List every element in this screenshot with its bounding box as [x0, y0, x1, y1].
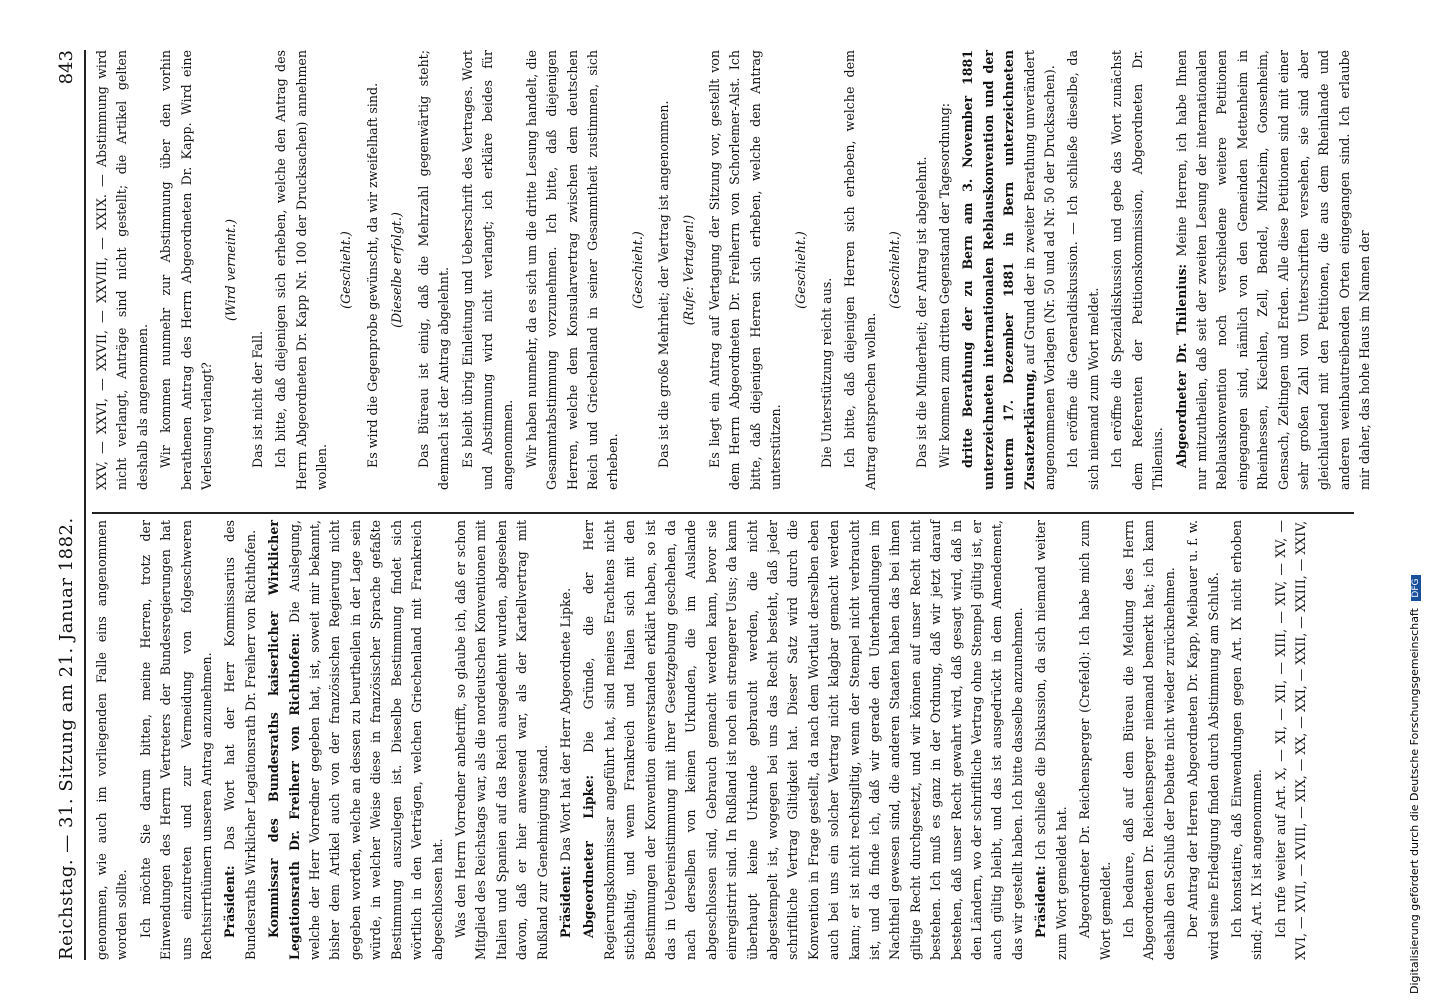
- paragraph: [264, 520, 448, 960]
- paragraph: [1107, 50, 1168, 490]
- paragraph-text: Es bleibt übrig Einleitung und Ueberschrift des Vertrages. Wort und Abstimmung wird nicht verlangt; ich erkläre beides für angenommen.: [459, 50, 516, 490]
- paragraph-text: (Geschieht.): [338, 231, 354, 309]
- paragraph-text: Ich bitte, daß diejenigen Herren sich erheben, welche dem Antrag entsprechen wollen.: [842, 50, 878, 490]
- paragraph-text: XXV, — XXVI, — XXVII, — XXVIII, — XXIX. — Abstimmung wird nicht verlangt, Anträge sind nicht gestellt; die Artikel gelten deshalb als angenommen.: [94, 50, 150, 490]
- paragraph: [451, 520, 553, 960]
- paragraph-text: Der Antrag der Herren Abgeordneten Dr. Kapp, Meibauer u. f. w. wird seine Erledigung finden durch Abstimmung am Schluß.: [1185, 520, 1221, 960]
- paragraph-text: (Geschieht.): [792, 231, 808, 309]
- paragraph-text: Das Wort hat der Herr Kommissarius des Bundesraths Wirklicher Legationsrath Dr. Freiherr von Richthofen.: [222, 520, 258, 960]
- paragraph: [92, 520, 133, 960]
- paragraph-text: (Wird verneint.): [223, 218, 239, 322]
- page-number: 843: [56, 50, 77, 85]
- paragraph: [1271, 520, 1312, 960]
- column-divider: [92, 512, 1354, 514]
- page-header: [44, 50, 86, 960]
- speaker-name: Abgeordneter Dr. Thilenius:: [1173, 263, 1189, 468]
- paragraph: [791, 50, 811, 490]
- paragraph: [522, 50, 624, 490]
- digitization-note: [1408, 6, 1428, 994]
- paragraph-text: Es wird die Gegenprobe gewünscht, da wir zweifelhaft sind.: [364, 82, 380, 468]
- paragraph: [387, 50, 407, 490]
- paragraph: [817, 50, 837, 490]
- paragraph-text: Abgeordneter Dr. Reichensperger (Crefeld): Ich habe mich zum Wort gemeldet.: [1077, 520, 1113, 960]
- paragraph-text: (Rufe: Vertagen!): [680, 214, 696, 326]
- paragraph-text: Ich möchte Sie darum bitten, meine Herren, trotz der Einwendungen des Herrn Vertreters der Bundesregierungen hat uns einzutreten und zur Vermeidung von folgeschweren Rechtsirrthümern unseren Antrag anzunehmen.: [137, 520, 215, 960]
- paragraph: [363, 50, 383, 490]
- paragraph: [271, 50, 332, 490]
- paragraph: [136, 520, 218, 960]
- speaker-name: Präsident:: [1033, 865, 1049, 938]
- paragraph-text: Was den Herrn Vorredner anbetrifft, so glaube ich, daß er schon Mitglied des Reichstags war, als die nordeutschen Konventionen mit Italien und Spanien auf das Reich ausgedehnt wurden, abgesehen davon, daß er hier anwesend war, als der Kartellvertrag mit Rußland zur Genehmigung stand.: [452, 520, 550, 960]
- agenda-item: dritte Berathung der zu Bern am 3. November 1881 unterzeichneten internationalen Reblauskonvention und der unterm 17. Dezember 1881 in Bern unterzeichneten Zusatzerklärung,: [960, 50, 1037, 490]
- paragraph-text: Das ist die Minderheit; der Antrag ist abgelehnt.: [913, 156, 929, 468]
- paragraph: [654, 50, 674, 490]
- right-column: [92, 50, 1373, 490]
- paragraph-text: Ich schließe die Diskussion, da sich niemand weiter zum Wort gemeldet hat.: [1033, 520, 1069, 960]
- paragraph-text: Ich rufe weiter auf Art. X, — XI, — XII, — XIII, — XIV, — XV, — XVI, — XVII, — XVIII, — XIX, — XX, — XXI, — XXII, — XXIII, — XXIV,: [1272, 520, 1309, 960]
- paragraph: [679, 50, 699, 490]
- speaker-name: Abgeordneter Lipke:: [581, 774, 597, 938]
- paragraph-text: (Dieselbe erfolgt.): [389, 212, 405, 328]
- paragraph-text: Ich konstatire, daß Einwendungen gegen Art. IX nicht erhoben sind; Art. IX ist angenommen.: [1228, 520, 1265, 960]
- speaker-name: Präsident:: [557, 865, 573, 938]
- paragraph: [579, 520, 1028, 960]
- paragraph-text: (Geschieht.): [629, 231, 645, 309]
- paragraph: [935, 50, 955, 490]
- paragraph-text: Das Wort hat der Herr Abgeordnete Lipke.: [557, 587, 573, 862]
- paragraph-text: Wir haben nunmehr, da es sich um die dritte Lesung handelt, die Gesammtabstimmung vorzunehmen. Ich bitte, daß diejenigen Herren, welche dem Konsularvertrag zwischen dem deutschen Reich und Griechenland in seiner Gesammtheit zustimmen, sich erheben.: [523, 50, 621, 490]
- dfg-logo: DFG: [1411, 575, 1421, 600]
- funding-note: Digitalisierung gefördert durch die Deutsche Forschungsgemeinschaft: [1408, 608, 1421, 994]
- paragraph-text: Ich eröffne die Generaldiskussion. — Ich schließe dieselbe, da sich niemand zum Wort meldet.: [1065, 50, 1101, 490]
- paragraph-text: Die Unterstützung reicht aus.: [819, 277, 834, 468]
- paragraph-text: Wir kommen zum dritten Gegenstand der Tagesordnung:: [937, 102, 953, 468]
- paragraph: [414, 50, 455, 490]
- paragraph: [958, 50, 1060, 490]
- paragraph-text: Wir kommen nunmehr zur Abstimmung über den vorhin berathenen Antrag des Herrn Abgeordneten Dr. Kapp. Wird eine Verlesung verlangt?: [158, 50, 215, 490]
- paragraph: [336, 50, 356, 490]
- paragraph: [885, 50, 905, 490]
- paragraph: [221, 50, 241, 490]
- paragraph: [92, 50, 153, 490]
- paragraph-text: Ich eröffne die Spezialdiskussion und gebe das Wort zunächst dem Referenten der Petitionskommission, Abgeordneten Dr. Thilenius.: [1109, 50, 1166, 490]
- paragraph-text: Das Büreau ist einig, daß die Mehrzahl gegenwärtig steht; demnach ist der Antrag abgelehnt.: [415, 50, 452, 490]
- paragraph-text: Die Auslegung, welche der Herr Vorredner gegeben hat, ist, soweit mir bekannt, bisher dem Artikel auch von der französischen Regierung nicht gegeben worden, welche an dessen zu beurtheilen in der Lage sein würde, in welcher Weise diese in französischer Sprache gefaßte Bestimmung auszulegen ist. Dieselbe Bestimmung findet sich wörtlich in den Verträgen, welchen Griechenland mit Frankreich abgeschlossen hat.: [286, 520, 445, 960]
- paragraph: [1227, 520, 1268, 960]
- running-title: Reichstag. — 31. Sitzung am 21. Januar 1882.: [56, 517, 77, 960]
- paragraph-text: Die Gründe, die der Herr Regierungskommissar angeführt hat, sind meines Erachtens nicht stichhaltig, und wenn Frankreich und Italien sich mit den Bestimmungen der Konvention einverstanden erklärt haben, so ist das in Uebereinstimmung mit ihrer Gesetzgebung geschehen, da nach derselben von keinen Urkunden, die im Auslande abgeschlossen sind, Gebrauch gemacht werden kann, bevor sie einregistrirt sind. In Rußland ist noch ein strengerer Usus; da kann überhaupt keine Urkunde gebraucht werden, die nicht abgestempelt ist, wogegen bei uns das Recht besteht, daß jeder schriftliche Vertrag Giltigkeit hat. Dieser Satz wird durch die Konvention in Frage gestellt, da nach dem Wortlaut derselben eben auch bei uns ein solcher Vertrag nicht klagbar gemacht werden kann; er ist nicht rechtsgiltig, wenn der Stempel nicht verbraucht ist, und da finde ich, daß wir gerade den Unterhandlungen im Nachtheil gewesen sind, die anderen Staaten haben das bei ihnen giltige Recht durchgesetzt, und wir können auf unser Recht nicht bestehen. Ich muß es ganz in der Ordnung, daß wir jetzt darauf bestehen, daß unser Recht gewahrt wird, daß gesagt wird, daß in den Ländern, wo der schriftliche Vertrag ohne Stempel gültig ist, er auch gültig bleibt, und das ist ausgedrückt in dem Amendement, das wir gestellt haben. Ich bitte dasselbe anzunehmen.: [581, 520, 1025, 960]
- paragraph-text: Ich bitte, daß diejenigen sich erheben, welche den Antrag des Herrn Abgeordneten Dr. Kapp Nr. 100 der Drucksachen) annehmen wollen.: [273, 50, 330, 490]
- paragraph: [1075, 520, 1116, 960]
- paragraph: [248, 50, 268, 490]
- speaker-name: Kommissar des Bundesraths kaiserlicher Wirklicher Legationsrath Dr. Freiherr von Richthofen:: [266, 520, 302, 960]
- left-column: [92, 520, 1354, 960]
- paragraph-text: Das ist nicht der Fall.: [249, 331, 265, 468]
- paragraph: [1119, 520, 1180, 960]
- paragraph: [556, 520, 576, 960]
- speaker-name: Präsident:: [222, 865, 238, 938]
- paragraph-text: Es liegt ein Antrag auf Vertagung der Sitzung vor, gestellt von dem Herrn Abgeordneten Dr. Freiherrn von Schorlemer-Alst. Ich bitte, daß diejenigen Herren sich erheben, welche den Antrag unterstützen.: [706, 50, 784, 490]
- paragraph-text: (Geschieht.): [887, 231, 903, 309]
- paragraph-text: Meine Herren, ich habe Ihnen nur mitzutheilen, daß seit der zweiten Lesung der internationalen Reblauskonvention noch verschiedene weitere Petitionen eingegangen sind, nämlich von den Gemeinden Mettenheim in Rheinhessen, Kiechlen, Zell, Bendel, Mitzheim, Gonsenheim, Gensach, Zeltingen und Erden. Alle diese Petitionen sind mit einer sehr großen Zahl von Unterschriften versehen, sie sind aber gleichlautend mit den Petitionen, die aus dem Rheinlande und anderen weinbautreibenden Orten eingegangen sind. Ich erlaube mir daher, das hohe Haus im Namen der: [1173, 50, 1373, 490]
- paragraph: [1172, 50, 1376, 490]
- paragraph-text: auf Grund der in zweiter Berathung unverändert angenommenen Vorlagen (Nr. 50 und ad Nr. 50 der Drucksachen).: [1021, 50, 1058, 490]
- paragraph-text: Das ist die große Mehrheit; der Vertrag ist angenommen.: [656, 100, 672, 468]
- paragraph: [1063, 50, 1104, 490]
- paragraph: [912, 50, 932, 490]
- paragraph: [628, 50, 648, 490]
- paragraph: [220, 520, 261, 960]
- paragraph: [840, 50, 881, 490]
- paragraph: [156, 50, 217, 490]
- paragraph: [458, 50, 519, 490]
- paragraph: [1031, 520, 1072, 960]
- paragraph: [705, 50, 787, 490]
- paragraph-text: genommen, wie auch im vorliegenden Falle eins angenommen worden sollte.: [94, 520, 130, 960]
- paragraph: [1183, 520, 1224, 960]
- paragraph-text: Ich bedaure, daß auf dem Büreau die Meldung des Herrn Abgeordneten Dr. Reichensperger niemand bemerkt hat; ich kann deshalb den Schluß der Debatte nicht wieder zurücknehmen.: [1120, 520, 1177, 960]
